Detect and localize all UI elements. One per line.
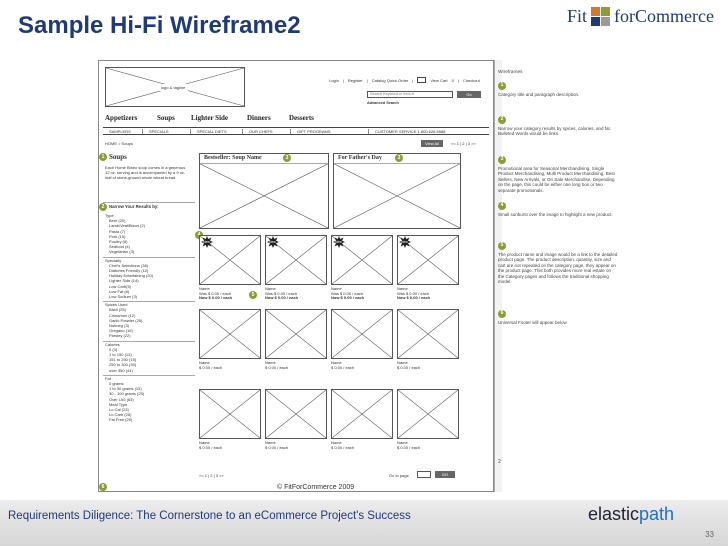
- product-image-placeholder[interactable]: [265, 389, 327, 439]
- breadcrumb[interactable]: HOME > Soups: [105, 141, 133, 146]
- new-sunburst-icon: [333, 236, 345, 248]
- category-title: Soups: [109, 153, 127, 161]
- filter-link[interactable]: Nutmeg (3): [109, 323, 130, 328]
- promo-bestseller[interactable]: [199, 153, 329, 229]
- filter-link[interactable]: Holiday Entertaining (20): [109, 273, 154, 279]
- top-links: Login | Register | Catalog Quick Order | View Cart 0 | Checkout: [329, 77, 480, 83]
- nav-desserts[interactable]: Desserts: [289, 114, 314, 122]
- filter-link[interactable]: Over 150 (63): [109, 396, 134, 402]
- product-price: $ 0.00 / each: [199, 364, 223, 370]
- new-badge-label: New: [269, 240, 276, 244]
- subnav-samplers[interactable]: SAMPLERS: [103, 129, 143, 134]
- product-name[interactable]: Name: [331, 286, 342, 291]
- catalog-quick-order-link[interactable]: Catalog Quick Order: [371, 77, 409, 83]
- note-number-badge: 2: [498, 116, 506, 124]
- nav-dinners[interactable]: Dinners: [247, 114, 271, 122]
- filter-link[interactable]: Pork (15): [109, 233, 126, 239]
- filter-link[interactable]: Vegetarian (3): [109, 249, 135, 255]
- note-number-badge: 3: [498, 156, 506, 164]
- product-info[interactable]: [199, 287, 232, 301]
- bottom-pager[interactable]: << 1 | 2 | 3 >>: [199, 473, 224, 478]
- logo-placeholder: [105, 67, 245, 107]
- filter-link[interactable]: Seafood (4): [109, 244, 130, 250]
- filter-link[interactable]: Basil (25): [109, 307, 126, 313]
- note-text: The product name and image would be a link to the detailed product page. The product description, quantity, size and cart are not repeated on the category page, they appear on the product page. This both provides more real estate on the Category pages and follows the traditional shopping model.: [498, 252, 618, 285]
- category-description: Each Home Bistro soup comes in a generous 12 oz. serving and is accompanied by a 9 oz. loaf of stone-ground whole wheat bread.: [105, 165, 186, 181]
- product-name[interactable]: Name: [331, 440, 342, 445]
- subnav-customer-service[interactable]: CUSTOMER SERVICE 1.800.626.5588: [375, 128, 446, 134]
- go-to-page-label: Go to page: [389, 473, 409, 478]
- annotation-2-badge: 2: [99, 203, 107, 211]
- sub-navigation: [103, 127, 489, 135]
- filter-link[interactable]: 0 (3): [109, 346, 118, 352]
- filter-link[interactable]: Low Sodium (3): [109, 294, 138, 299]
- nav-appetizers[interactable]: Appetizers: [105, 114, 138, 122]
- note-text: Small sunburst over the image to highlight a new product.: [498, 212, 613, 217]
- logo-tagline: logo & tagline: [158, 84, 188, 91]
- fitforcommerce-logo: Fit forCommerce: [567, 6, 714, 26]
- note-item: [498, 156, 618, 193]
- product-image-placeholder[interactable]: [199, 389, 261, 439]
- product-image-placeholder[interactable]: [397, 309, 459, 359]
- product-name[interactable]: Name: [331, 360, 342, 365]
- promo-bestseller-title: Bestseller: Soup Name: [204, 155, 262, 161]
- product-name[interactable]: Name: [199, 286, 210, 291]
- filter-link[interactable]: 250 to 300 (30): [109, 362, 137, 368]
- product-now-price: Now $ 0.00 / each: [331, 295, 365, 301]
- filter-link[interactable]: Garlic Powder (25): [109, 317, 143, 323]
- product-image-placeholder[interactable]: [199, 309, 261, 359]
- filter-link[interactable]: over 350 (44): [109, 367, 133, 373]
- filter-link[interactable]: 151 to 250 (15): [109, 357, 137, 363]
- product-info[interactable]: [397, 361, 420, 370]
- filter-group-label: Spices Used: [105, 302, 128, 308]
- nav-lighter-side[interactable]: Lighter Side: [191, 114, 229, 122]
- filter-link[interactable]: Lighter Side (14): [109, 278, 139, 284]
- product-now-price: Now $ 0.00 / each: [265, 295, 299, 301]
- note-text: Category title and paragraph description.: [498, 92, 580, 97]
- product-name[interactable]: Name: [199, 360, 210, 365]
- login-link[interactable]: Login: [329, 77, 339, 83]
- note-item: [498, 116, 618, 137]
- filter-link[interactable]: 1 to 30 grams (15): [109, 386, 142, 392]
- filter-link[interactable]: Meal Type: [109, 401, 128, 407]
- note-text: Promotional area for Seasonal Merchandising, Single Product Merchandising, Multi Product Merchandising, Best Sellers, New Arrivals, or On Sale Merchandise. Depending on the page, this could be either one long box or two separate promotionals.: [498, 166, 615, 193]
- annotation-1-badge: 1: [99, 153, 107, 161]
- annotation-3a-badge: 3: [283, 154, 291, 162]
- note-text: Universal Footer will appear below: [498, 320, 567, 325]
- product-info[interactable]: [265, 361, 288, 370]
- filter-link[interactable]: Chef's Selections (38): [109, 262, 149, 268]
- note-item: [498, 242, 618, 284]
- search-go-button[interactable]: Go: [457, 91, 481, 98]
- register-link[interactable]: Register: [347, 77, 363, 83]
- annotation-5-badge: 5: [249, 291, 257, 299]
- product-was-price: Was $ 0.00 / each: [199, 290, 232, 296]
- filter-link[interactable]: Diabetes Friendly (12): [109, 268, 149, 273]
- product-info[interactable]: [331, 441, 354, 450]
- filter-link[interactable]: 30 - 100 grams (25): [109, 391, 145, 397]
- filter-link[interactable]: 0 grams: [109, 381, 124, 386]
- product-was-price: Was $ 0.00 / each: [331, 290, 364, 296]
- go-to-page-button[interactable]: GO: [435, 471, 455, 478]
- note-number-badge: 5: [498, 242, 506, 250]
- slide-footer-text: Requirements Diligence: The Cornerstone to an eCommerce Project's Success: [8, 510, 411, 522]
- product-name[interactable]: Name: [265, 440, 276, 445]
- new-badge-label: New: [401, 240, 408, 244]
- product-name[interactable]: Name: [199, 440, 210, 445]
- subnav-gift-programs[interactable]: GIFT PROGRAMS: [291, 129, 369, 134]
- product-image-placeholder[interactable]: [397, 389, 459, 439]
- note-number-badge: 1: [498, 82, 506, 90]
- product-now-price: Now $ 0.00 / each: [397, 295, 431, 301]
- filter-group-label: Fat: [105, 375, 111, 381]
- nav-soups[interactable]: Soups: [157, 114, 175, 122]
- new-sunburst-icon: [399, 236, 411, 248]
- new-badge-label: New: [335, 240, 342, 244]
- note-item: [498, 202, 618, 217]
- product-name[interactable]: Name: [397, 286, 408, 291]
- copyright-text: © FitForCommerce 2009: [277, 484, 355, 491]
- filter-link[interactable]: Beef (20): [109, 218, 126, 224]
- advanced-search-link[interactable]: Advanced Search: [367, 101, 399, 105]
- note-item: [498, 82, 618, 97]
- product-price: $ 0.00 / each: [265, 444, 289, 450]
- product-was-price: Was $ 0.00 / each: [397, 290, 430, 296]
- note-text: Narrow your category results by spices, calories, and fat. Bulleted Words would be links.: [498, 126, 612, 137]
- product-image-placeholder[interactable]: [331, 309, 393, 359]
- promo-fathers-day[interactable]: [333, 153, 461, 229]
- new-sunburst-icon: [267, 236, 279, 248]
- filter-link[interactable]: Fat Free (20): [109, 417, 133, 423]
- note-item: [498, 310, 618, 325]
- note-number-badge: 6: [498, 310, 506, 318]
- elasticpath-logo: elastic path: [588, 503, 675, 524]
- subnav-specials[interactable]: SPECIALS: [143, 129, 191, 134]
- product-info[interactable]: [265, 441, 288, 450]
- promo-fathers-day-title: For Father's Day: [338, 155, 382, 161]
- product-info[interactable]: [397, 287, 430, 301]
- subnav-special-diets[interactable]: SPECIAL DIETS: [191, 129, 243, 134]
- product-info[interactable]: [331, 287, 364, 301]
- product-name[interactable]: Name: [397, 360, 408, 365]
- fit-logo-squares-icon: [591, 7, 610, 26]
- filter-group-label: Type: [105, 213, 114, 218]
- view-all-button[interactable]: View All: [421, 140, 443, 147]
- product-info[interactable]: [331, 361, 354, 370]
- slide-title: Sample Hi-Fi Wireframe2: [18, 12, 301, 39]
- filter-link[interactable]: Lo Carb (25): [109, 412, 132, 418]
- new-sunburst-icon: [201, 236, 213, 248]
- product-price: $ 0.00 / each: [199, 444, 223, 450]
- filter-link[interactable]: Cinnamon (12): [109, 312, 136, 318]
- annotation-3b-badge: 3: [395, 154, 403, 162]
- product-now-price: Now $ 0.00 / each: [199, 295, 233, 301]
- go-to-page-input[interactable]: [417, 471, 431, 478]
- filter-link[interactable]: Poultry (8): [109, 239, 128, 244]
- product-info[interactable]: [199, 441, 222, 450]
- top-pager[interactable]: << 1 | 2 | 3 >>: [451, 141, 476, 146]
- product-name[interactable]: Name: [397, 440, 408, 445]
- wireframe-mockup: [98, 60, 494, 492]
- filter-link[interactable]: Oregano (15): [109, 328, 133, 334]
- narrow-results-title: Narrow Your Results by:: [109, 204, 159, 209]
- filter-link[interactable]: Pasta (7): [109, 228, 126, 234]
- filter-link[interactable]: Low Carb(5): [109, 283, 132, 289]
- filter-link[interactable]: Lo Cal (23): [109, 407, 129, 412]
- filter-link[interactable]: Parsley (22): [109, 333, 131, 339]
- checkout-link[interactable]: Checkout: [462, 77, 480, 83]
- product-price: $ 0.00 / each: [265, 364, 289, 370]
- notes-bottom-number: 2: [498, 459, 501, 465]
- note-number-badge: 4: [498, 202, 506, 210]
- product-price: $ 0.00 / each: [397, 444, 421, 450]
- view-cart-link[interactable]: View Cart: [430, 77, 448, 83]
- filter-link[interactable]: Lamb/Veal/Bison (2): [109, 223, 146, 229]
- product-price: $ 0.00 / each: [331, 444, 355, 450]
- cart-icon[interactable]: [417, 77, 426, 83]
- filter-group-label: Calories: [105, 341, 120, 347]
- filter-link[interactable]: 1 to 150 (13): [109, 352, 132, 357]
- search-input[interactable]: Search Keyword or Item #: [367, 91, 453, 98]
- notes-heading: Wireframes: [498, 70, 523, 75]
- cart-count: 0: [451, 77, 454, 83]
- product-info[interactable]: [397, 441, 420, 450]
- filter-link[interactable]: Low Fat (8): [109, 288, 130, 294]
- product-name[interactable]: Name: [265, 286, 276, 291]
- product-info[interactable]: [265, 287, 298, 301]
- new-badge-label: New: [203, 240, 210, 244]
- product-name[interactable]: Name: [265, 360, 276, 365]
- product-image-placeholder[interactable]: [265, 309, 327, 359]
- product-price: $ 0.00 / each: [331, 364, 355, 370]
- filter-group-label: Specialty: [105, 257, 122, 263]
- page-number: 33: [705, 530, 714, 539]
- product-image-placeholder[interactable]: [331, 389, 393, 439]
- subnav-our-chefs[interactable]: OUR CHEFS: [243, 129, 291, 134]
- product-was-price: Was $ 0.00 / each: [265, 290, 298, 296]
- product-info[interactable]: [199, 361, 222, 370]
- product-price: $ 0.00 / each: [397, 364, 421, 370]
- annotation-6-badge: 6: [99, 483, 107, 491]
